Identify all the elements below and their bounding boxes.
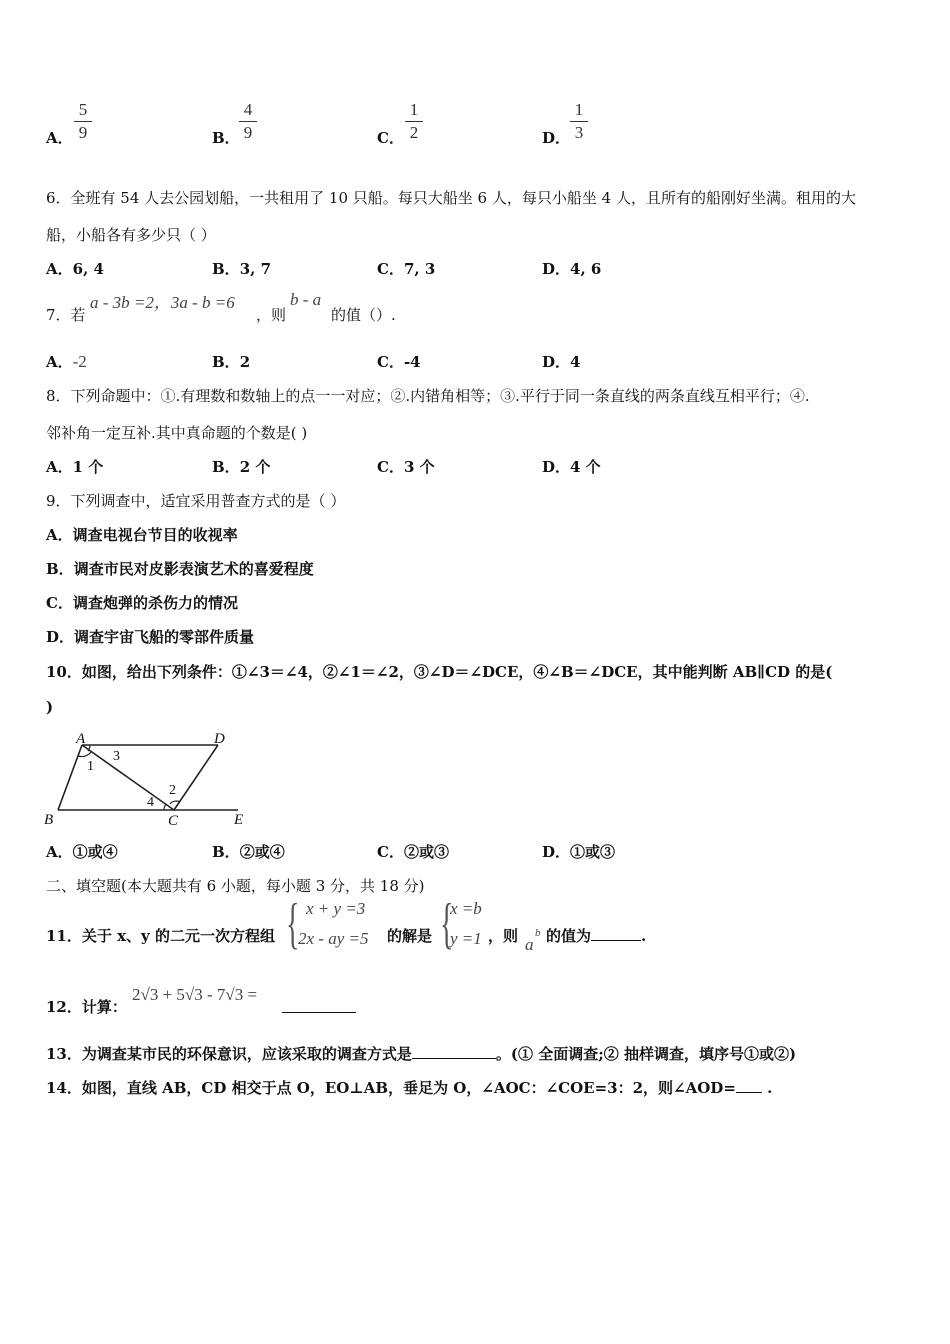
label-a: A [76,731,86,747]
label-e: E [234,812,244,828]
q13-text: 13．为调查某市民的环保意识，应该采取的调查方式是 。(① 全面调查;② 抽样调查，填序号①或②) [46,1045,797,1063]
q6-option-c[interactable]: C．7, 3 [377,260,436,278]
q6-option-a[interactable]: A．6, 4 [46,260,104,278]
q8-stem-line2: 邻补角一定互补.其中真命题的个数是( ) [46,424,308,442]
q12-prefix: 12．计算： [46,998,127,1016]
q7-mid: ，则 [256,306,287,324]
label-angle-1: 1 [87,759,94,774]
q10-option-b[interactable]: B．②或④ [212,843,285,861]
q14-answer-blank[interactable] [736,1078,762,1093]
q8-option-d[interactable]: D．4 个 [542,458,601,476]
q6-option-d[interactable]: D．4, 6 [542,260,602,278]
q10-stem-line2: ) [46,698,54,716]
q5-option-c-fraction: 1 2 [405,100,423,143]
q11-power-exponent: b [535,927,541,939]
q11-power-base: a [525,935,534,954]
q11-suffix: 的值为 . [546,927,647,945]
label-d: D [214,731,225,747]
label-b: B [44,812,54,828]
q5-option-c-letter: C． [377,129,404,147]
segment-ab [58,745,82,810]
q11-sol2: y =1 [450,929,482,948]
q11-prefix: 11．关于 x、y 的二元一次方程组 [46,927,275,945]
q6-option-b[interactable]: B．3, 7 [212,260,272,278]
q7-option-d[interactable]: D．4 [542,353,581,371]
segment-dc [174,745,218,810]
q11-eq1: x + y =3 [306,899,366,918]
q7-prefix: 7．若 [46,306,86,324]
q12-answer-blank[interactable] [282,998,356,1013]
q11-eq2: 2x - ay =5 [298,929,369,948]
q12-expression: 2√3 + 5√3 - 7√3 = [132,985,258,1004]
q13-answer-blank[interactable] [412,1044,496,1059]
q7-option-c[interactable]: C．-4 [377,353,421,371]
q10-option-a[interactable]: A．①或④ [46,843,118,861]
q10-stem-line1: 10．如图，给出下列条件：①∠3＝∠4，②∠1＝∠2，③∠D＝∠DCE，④∠B＝∠DCE，其中能判断 AB∥CD 的是( [46,663,833,681]
q9-option-b[interactable]: B．调查市民对皮影表演艺术的喜爱程度 [46,560,314,578]
q5-option-d-fraction: 1 3 [570,100,588,143]
q8-option-c[interactable]: C．3 个 [377,458,435,476]
label-angle-3: 3 [113,749,120,764]
q10-option-d[interactable]: D．①或③ [542,843,616,861]
q8-option-b[interactable]: B．2 个 [212,458,271,476]
segment-ac [82,745,174,810]
q5-option-a-letter: A． [46,129,73,147]
q5-option-b-fraction: 4 9 [239,100,257,143]
q11-mid2: ，则 [488,927,519,945]
q10-option-c[interactable]: C．②或③ [377,843,449,861]
q5-option-d-letter: D． [542,129,571,147]
q14-text: 14．如图，直线 AB，CD 相交于点 O，EO⊥AB，垂足为 O，∠AOC：∠COE=3：2，则∠AOD= . [46,1079,773,1097]
label-angle-4: 4 [147,795,154,810]
q11-system-brace: { [286,893,300,955]
q9-stem: 9．下列调查中，适宜采用普查方式的是（ ） [46,492,346,510]
q8-stem-line1: 8．下列命题中：①.有理数和数轴上的点一一对应；②.内错角相等；③.平行于同一条直线的两条直线互相平行；④. [46,387,810,405]
q11-answer-blank[interactable] [591,926,641,941]
q7-option-b[interactable]: B．2 [212,353,251,371]
q8-option-a[interactable]: A．1 个 [46,458,104,476]
q9-option-d[interactable]: D．调查宇宙飞船的零部件质量 [46,628,255,646]
label-angle-2: 2 [169,783,176,798]
q7-option-a[interactable]: A．-2 [46,352,87,371]
q6-stem-line1: 6．全班有 54 人去公园划船，一共租用了 10 只船。每只大船坐 6 人，每只小船坐 4 人，且所有的船刚好坐满。租用的大 [46,189,856,207]
angle-arc-4 [164,804,166,810]
q5-option-b-letter: B． [212,129,240,147]
q7-suffix: 的值（）. [331,306,396,324]
q11-mid: 的解是 [387,927,433,945]
q6-stem-line2: 船，小船各有多少只（ ） [46,226,216,244]
label-c: C [168,813,179,829]
q7-expression: b - a [290,290,322,309]
section-2-heading: 二、填空题(本大题共有 6 小题，每小题 3 分，共 18 分) [46,877,425,895]
q5-option-a-fraction: 5 9 [74,100,92,143]
q9-option-c[interactable]: C．调查炮弹的杀伤力的情况 [46,594,238,612]
q11-sol1: x =b [450,899,482,918]
q11-solution-brace: { [440,893,454,955]
q7-condition: a - 3b =2，3a - b =6 [90,293,235,312]
q9-option-a[interactable]: A．调查电视台节目的收视率 [46,526,238,544]
q10-figure-parallelogram [40,726,255,830]
